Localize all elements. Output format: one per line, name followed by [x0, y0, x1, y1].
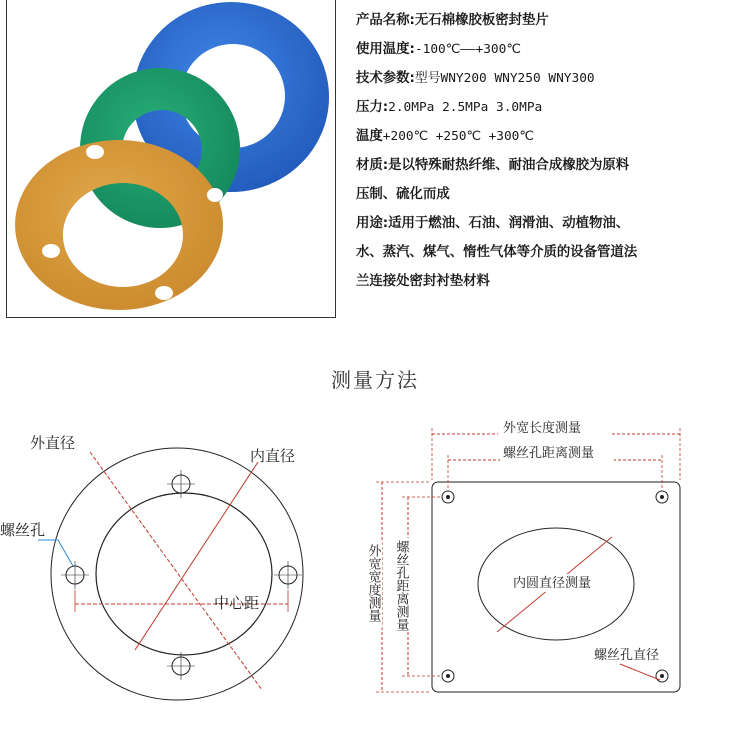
bolt-hole: [442, 670, 454, 682]
bolt-hole-diameter-label: 螺丝孔直径: [594, 648, 660, 663]
bolt-hole: [61, 561, 89, 589]
measurement-diagrams: [0, 400, 750, 750]
section-title: 测量方法: [331, 368, 419, 392]
bolt-hole: [656, 491, 668, 503]
spec-list: [356, 6, 746, 296]
spec-line: 温度+200℃ +250℃ +300℃: [356, 129, 534, 144]
orange-gasket-hole: [155, 286, 173, 300]
gaskets-image: [7, 0, 336, 318]
orange-gasket-hole: [207, 188, 223, 202]
bolt-hole-label: 螺丝孔: [0, 521, 46, 539]
bolt-hole: [656, 670, 668, 682]
bolt-hole-distance-vertical-label: 螺丝孔距离测量: [393, 540, 409, 631]
center-distance-label: 中心距: [214, 594, 260, 612]
product-photo: [6, 0, 336, 318]
bolt-hole: [167, 652, 195, 680]
spec-line: 使用温度:-100℃——+300℃: [356, 42, 521, 57]
inner-circle: [96, 493, 272, 655]
orange-gasket-hole: [42, 244, 60, 258]
outer-circle: [51, 448, 303, 700]
orange-gasket: [15, 140, 223, 310]
inner-diameter-label: 内圆直径测量: [513, 576, 592, 591]
outer-width-length-label: 外宽长度测量: [503, 421, 582, 436]
orange-gasket-hole: [86, 145, 104, 159]
spec-line: 水、蒸汽、煤气、惰性气体等介质的设备管道法: [356, 245, 638, 260]
outer-width-height-label: 外宽宽度测量: [365, 544, 381, 622]
round-gasket-diagram: [0, 434, 303, 700]
spec-line: 材质:是以特殊耐热纤维、耐油合成橡胶为原料: [356, 158, 630, 173]
spec-line: 产品名称:无石棉橡胶板密封垫片: [356, 13, 549, 28]
bolt-hole-distance-label: 螺丝孔距离测量: [503, 446, 595, 461]
spec-line: 压制、硫化而成: [356, 187, 450, 202]
inner-diameter-label: 内直径: [250, 447, 296, 465]
bolt-hole: [442, 491, 454, 503]
spec-line: 用途:适用于燃油、石油、润滑油、动植物油、: [356, 216, 630, 231]
outer-diameter-label: 外直径: [30, 434, 76, 452]
inner-diameter-line: [135, 462, 258, 650]
bolt-hole: [274, 561, 302, 589]
spec-line: 技术参数:型号WNY200 WNY250 WNY300: [356, 71, 595, 86]
square-gasket-diagram: [364, 419, 680, 692]
spec-line: 压力:2.0MPa 2.5MPa 3.0MPa: [356, 100, 543, 115]
spec-line: 兰连接处密封衬垫材料: [356, 274, 490, 289]
bolt-hole-leader: [38, 540, 73, 566]
